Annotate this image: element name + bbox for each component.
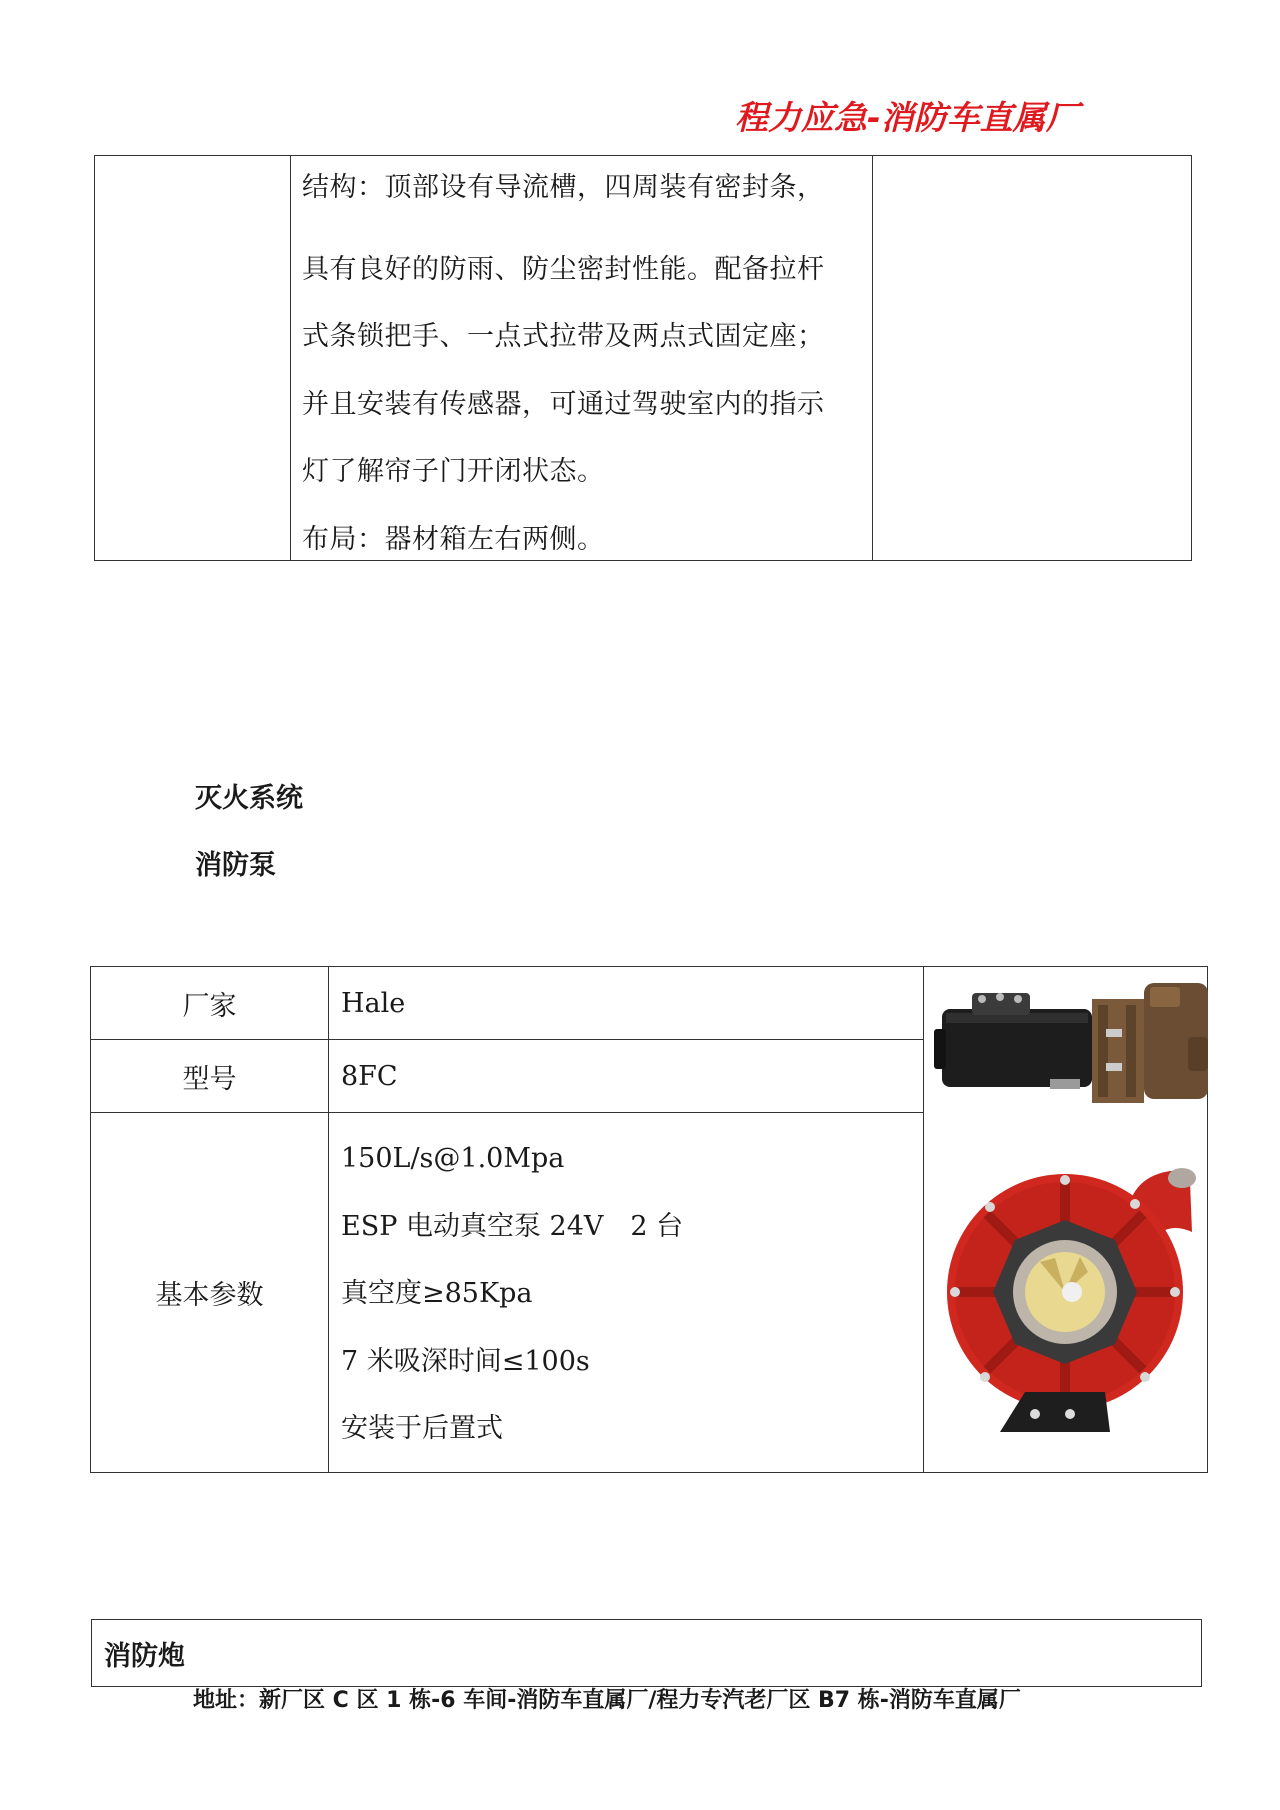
- label-basic-params: 基本参数: [91, 1113, 329, 1472]
- description-line: 布局：器材箱左右两侧。: [302, 523, 605, 555]
- description-table: [94, 155, 1192, 561]
- section-heading-extinguishing: 灭火系统: [195, 783, 303, 814]
- value-basic-params: [329, 1113, 924, 1472]
- vacuum-pump-image: [930, 977, 1213, 1117]
- fire-pump-image: [930, 1142, 1213, 1442]
- value-manufacturer: Hale: [329, 967, 924, 1040]
- param-line: 真空度≥85Kpa: [341, 1278, 533, 1309]
- description-line: 并且安装有传感器，可通过驾驶室内的指示: [302, 388, 825, 420]
- value-model: 8FC: [329, 1040, 924, 1113]
- section-heading-pump: 消防泵: [195, 850, 276, 881]
- table-cell-empty-left: [95, 156, 291, 560]
- monitor-table: [91, 1619, 1202, 1687]
- pump-spec-table: [90, 966, 1208, 1473]
- param-line: 7 米吸深时间≤100s: [341, 1345, 590, 1377]
- param-line: 安装于后置式: [341, 1413, 503, 1444]
- brand-header: 程力应急-消防车直属厂: [735, 98, 1079, 137]
- footer-address: 地址：新厂区 C 区 1 栋-6 车间-消防车直属厂/程力专汽老厂区 B7 栋-消防车直属厂: [193, 1688, 1021, 1713]
- param-line: ESP 电动真空泵 24V 2 台: [341, 1210, 684, 1242]
- description-line: 灯了解帘子门开闭状态。: [302, 456, 605, 487]
- description-cell: [290, 156, 873, 560]
- description-line: 具有良好的防雨、防尘密封性能。配备拉杆: [302, 253, 825, 285]
- description-line: 式条锁把手、一点式拉带及两点式固定座；: [302, 321, 825, 352]
- monitor-title: 消防炮: [104, 1640, 185, 1672]
- pump-image-cell: [924, 967, 1207, 1472]
- label-manufacturer: 厂家: [91, 967, 329, 1040]
- description-line: 结构：顶部设有导流槽，四周装有密封条，: [302, 172, 825, 203]
- table-cell-empty-right: [873, 156, 1191, 560]
- label-model: 型号: [91, 1040, 329, 1113]
- param-line: 150L/s@1.0Mpa: [341, 1143, 565, 1174]
